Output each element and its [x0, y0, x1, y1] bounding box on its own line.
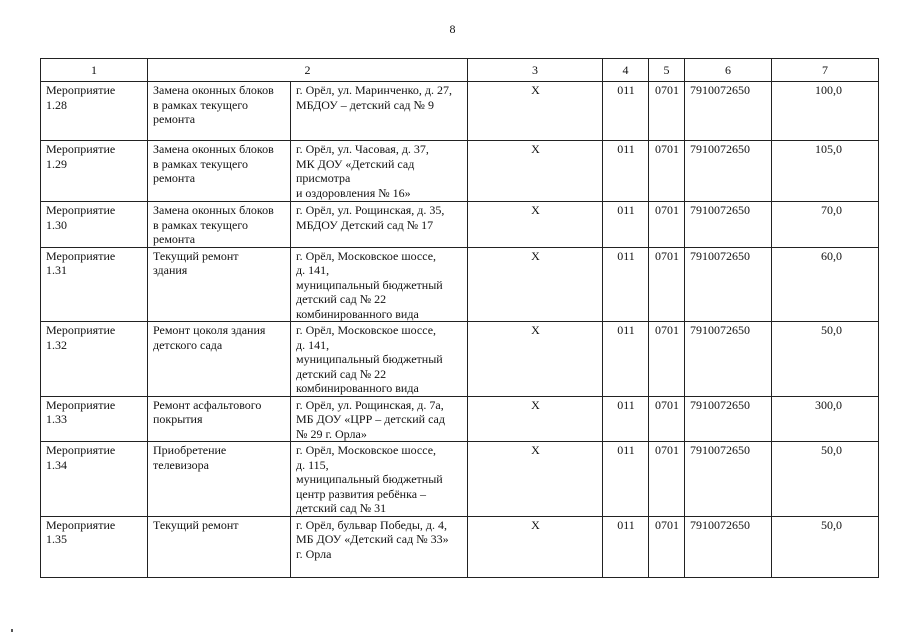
measure-name-cell-line: ремонта: [153, 171, 196, 185]
measure-id-cell-line: Мероприятие: [46, 517, 116, 532]
measure-id-cell-line: 1.34: [46, 457, 67, 472]
address-cell-line: г. Орёл, Московское шоссе,: [296, 248, 437, 263]
measure-name-cell-line: Текущий ремонт: [153, 517, 239, 532]
measure-name-cell-line: Текущий ремонт: [153, 248, 239, 263]
measure-id-cell-line: Мероприятие: [46, 248, 116, 263]
address-cell: [291, 247, 468, 322]
table-row: [41, 396, 879, 442]
target-article-cell: 7910072650: [685, 516, 772, 577]
measure-name-cell-line: Замена оконных блоков: [153, 83, 274, 97]
measure-id-cell-line: 1.32: [46, 337, 67, 352]
measure-id-cell: [41, 396, 148, 442]
amount-cell: 50,0: [772, 442, 879, 517]
measure-id-cell: [41, 322, 148, 397]
code-cell: 011: [603, 247, 649, 322]
address-cell-line: МБДОУ Детский сад № 17: [296, 217, 434, 232]
target-article-cell: 7910072650: [685, 82, 772, 141]
target-article-cell: 7910072650: [685, 396, 772, 442]
measure-id-cell-line: 1.29: [46, 156, 67, 171]
address-cell-line: центр развития ребёнка –: [296, 486, 427, 501]
executor-cell: Х: [468, 396, 603, 442]
executor-cell: Х: [468, 82, 603, 141]
measure-id-cell: [41, 516, 148, 577]
measure-name-cell-line: в рамках текущего: [153, 97, 248, 112]
section-cell: 0701: [649, 141, 685, 202]
address-cell-line: и оздоровления № 16»: [296, 185, 411, 200]
measure-name-cell-line: Замена оконных блоков: [153, 203, 274, 217]
address-cell-line: присмотра: [296, 171, 351, 185]
address-cell-line: детский сад № 22: [296, 292, 387, 306]
measure-id-cell-line: 1.28: [46, 97, 67, 112]
table-row: [41, 442, 879, 517]
amount-cell: 50,0: [772, 516, 879, 577]
measure-id-cell: [41, 82, 148, 141]
table-row: [41, 322, 879, 397]
code-cell: 011: [603, 202, 649, 248]
measure-name-cell-line: в рамках текущего: [153, 217, 248, 232]
address-cell-line: г. Орёл, ул. Маринченко, д. 27,: [296, 83, 452, 97]
address-cell-line: МБ ДОУ «Детский сад № 33»: [296, 532, 449, 546]
measure-id-cell: [41, 247, 148, 322]
address-cell-line: МК ДОУ «Детский сад: [296, 156, 415, 171]
table-row: [41, 516, 879, 577]
measure-id-cell-line: Мероприятие: [46, 443, 116, 457]
measure-name-cell: [148, 516, 291, 577]
address-cell: [291, 141, 468, 202]
address-cell: [291, 82, 468, 141]
measure-name-cell: [148, 141, 291, 202]
executor-cell: Х: [468, 141, 603, 202]
amount-cell: 60,0: [772, 247, 879, 322]
target-article-cell: 7910072650: [685, 247, 772, 322]
target-article-cell: 7910072650: [685, 442, 772, 517]
measure-id-cell-line: Мероприятие: [46, 83, 116, 97]
address-cell-line: д. 115,: [296, 457, 329, 472]
measure-id-cell-line: Мероприятие: [46, 142, 116, 156]
amount-cell: 70,0: [772, 202, 879, 248]
address-cell-line: г. Орёл, ул. Рощинская, д. 35,: [296, 203, 445, 217]
address-cell-line: муниципальный бюджетный: [296, 472, 443, 486]
measure-id-cell-line: 1.30: [46, 217, 67, 232]
section-cell: 0701: [649, 442, 685, 517]
measure-id-cell-line: 1.33: [46, 412, 67, 426]
address-cell-line: детский сад № 22: [296, 366, 387, 381]
measure-name-cell: [148, 322, 291, 397]
measure-name-cell-line: Приобретение: [153, 443, 227, 457]
header-cell: 6: [685, 59, 772, 82]
table-row: [41, 202, 879, 248]
section-cell: 0701: [649, 322, 685, 397]
address-cell: [291, 322, 468, 397]
header-cell: 5: [649, 59, 685, 82]
amount-cell: 100,0: [772, 82, 879, 141]
measure-name-cell-line: Замена оконных блоков: [153, 142, 274, 156]
header-cell: 3: [468, 59, 603, 82]
scan-speck: [11, 629, 13, 632]
measure-name-cell-line: покрытия: [153, 412, 203, 426]
executor-cell: Х: [468, 322, 603, 397]
page-number: 8: [449, 22, 456, 36]
header-cell: 1: [41, 59, 148, 82]
address-cell-line: г. Орла: [296, 546, 332, 561]
measure-id-cell-line: Мероприятие: [46, 203, 116, 217]
measure-name-cell: [148, 442, 291, 517]
section-cell: 0701: [649, 516, 685, 577]
measure-name-cell-line: в рамках текущего: [153, 156, 248, 171]
measure-id-cell-line: Мероприятие: [46, 323, 116, 337]
measure-name-cell: [148, 202, 291, 248]
address-cell-line: г. Орёл, бульвар Победы, д. 4,: [296, 517, 448, 532]
address-cell-line: г. Орёл, ул. Рощинская, д. 7а,: [296, 397, 444, 412]
amount-cell: 300,0: [772, 396, 879, 442]
section-cell: 0701: [649, 396, 685, 442]
measure-id-cell-line: Мероприятие: [46, 397, 116, 412]
address-cell-line: муниципальный бюджетный: [296, 352, 443, 366]
address-cell-line: МБ ДОУ «ЦРР – детский сад: [296, 412, 445, 426]
measures-table: [40, 58, 879, 578]
table-row: [41, 82, 879, 141]
executor-cell: Х: [468, 516, 603, 577]
measure-name-cell: [148, 396, 291, 442]
measure-id-cell: [41, 141, 148, 202]
executor-cell: Х: [468, 202, 603, 248]
measure-name-cell-line: здания: [153, 263, 188, 277]
measure-name-cell-line: телевизора: [153, 457, 209, 472]
address-cell-line: д. 141,: [296, 263, 330, 277]
code-cell: 011: [603, 82, 649, 141]
address-cell: [291, 516, 468, 577]
address-cell-line: комбинированного вида: [296, 381, 419, 395]
measure-id-cell: [41, 442, 148, 517]
header-cell: 2: [148, 59, 468, 82]
measure-name-cell-line: ремонта: [153, 232, 196, 246]
measure-id-cell: [41, 202, 148, 248]
measure-id-cell-line: 1.31: [46, 263, 67, 277]
measure-name-cell-line: Ремонт асфальтового: [153, 397, 262, 412]
code-cell: 011: [603, 322, 649, 397]
address-cell-line: № 29 г. Орла»: [296, 426, 367, 441]
address-cell: [291, 396, 468, 442]
section-cell: 0701: [649, 247, 685, 322]
address-cell-line: комбинированного вида: [296, 306, 419, 321]
measure-id-cell-line: 1.35: [46, 532, 67, 546]
header-cell: 7: [772, 59, 879, 82]
address-cell-line: д. 141,: [296, 337, 330, 352]
code-cell: 011: [603, 141, 649, 202]
address-cell-line: МБДОУ – детский сад № 9: [296, 97, 434, 112]
measure-name-cell: [148, 82, 291, 141]
amount-cell: 105,0: [772, 141, 879, 202]
executor-cell: Х: [468, 247, 603, 322]
address-cell: [291, 202, 468, 248]
target-article-cell: 7910072650: [685, 141, 772, 202]
code-cell: 011: [603, 516, 649, 577]
address-cell-line: детский сад № 31: [296, 501, 387, 515]
code-cell: 011: [603, 442, 649, 517]
header-row: [41, 59, 879, 82]
executor-cell: Х: [468, 442, 603, 517]
code-cell: 011: [603, 396, 649, 442]
table-row: [41, 247, 879, 322]
section-cell: 0701: [649, 202, 685, 248]
measure-name-cell-line: детского сада: [153, 337, 223, 352]
address-cell-line: г. Орёл, Московское шоссе,: [296, 443, 437, 457]
target-article-cell: 7910072650: [685, 322, 772, 397]
measure-name-cell: [148, 247, 291, 322]
measure-name-cell-line: Ремонт цоколя здания: [153, 323, 266, 337]
target-article-cell: 7910072650: [685, 202, 772, 248]
amount-cell: 50,0: [772, 322, 879, 397]
address-cell-line: г. Орёл, Московское шоссе,: [296, 323, 437, 337]
address-cell-line: муниципальный бюджетный: [296, 277, 443, 292]
address-cell: [291, 442, 468, 517]
table-row: [41, 141, 879, 202]
header-cell: 4: [603, 59, 649, 82]
section-cell: 0701: [649, 82, 685, 141]
address-cell-line: г. Орёл, ул. Часовая, д. 37,: [296, 142, 429, 156]
measure-name-cell-line: ремонта: [153, 112, 196, 126]
